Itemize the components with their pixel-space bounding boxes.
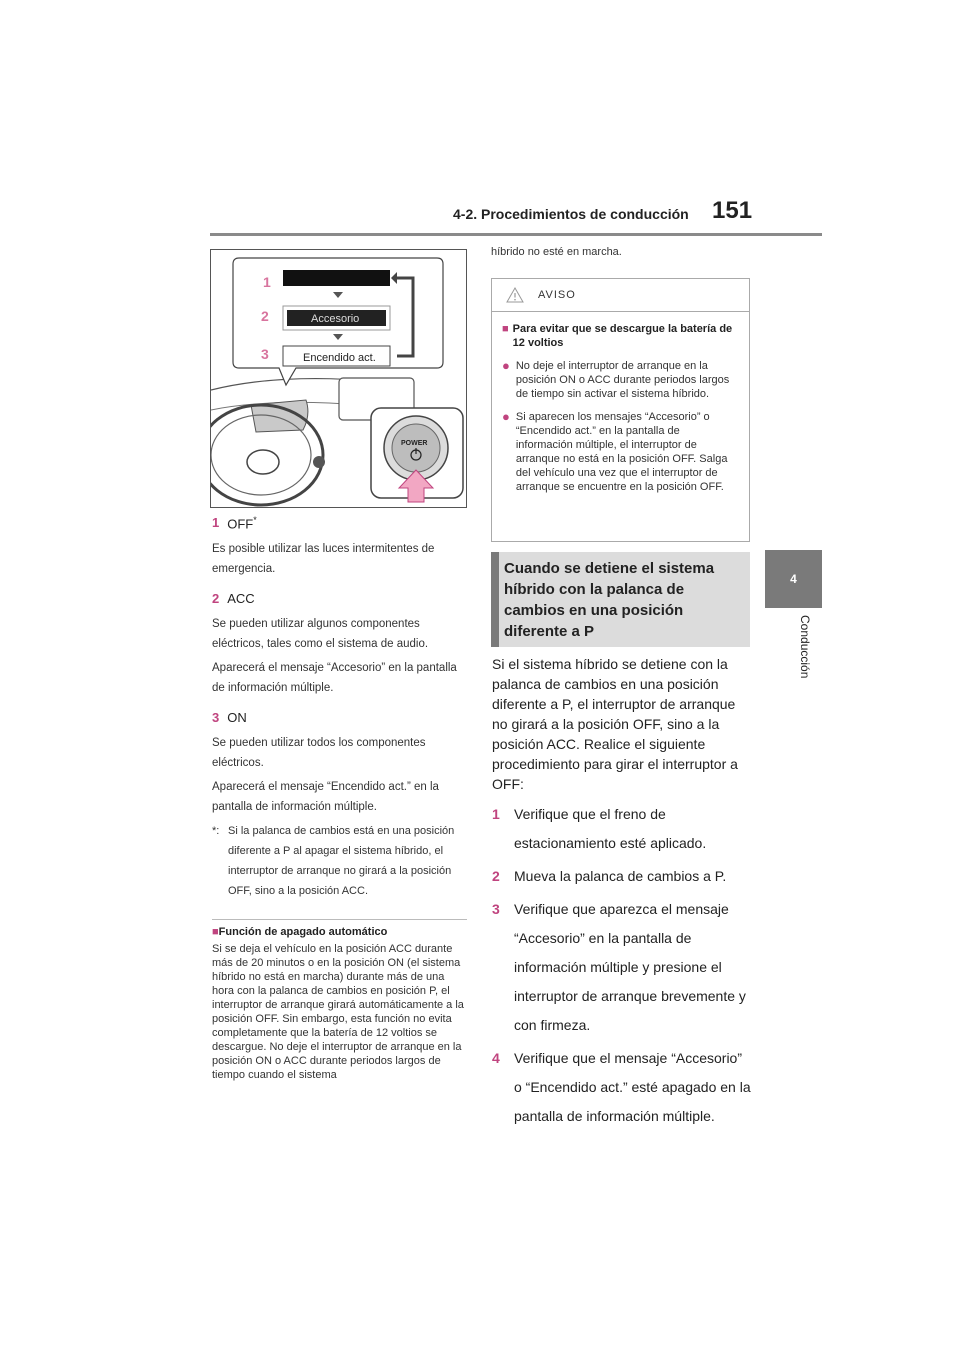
- step-number: 4: [492, 1050, 500, 1066]
- item-label-text: OFF: [227, 516, 254, 532]
- left-column: [212, 513, 467, 1082]
- callout-1: 1: [263, 274, 271, 290]
- notice-item-text: Si aparecen los mensajes “Accesorio” o “Encendido act.” en la pantalla de información múltiple, el interruptor de arranque no está en la posición OFF. Salga del vehículo una vez que el interruptor de arranque se encuentre en la posición OFF.: [515, 411, 728, 493]
- footnote-marker: *:: [212, 825, 220, 838]
- item-number: 1: [212, 515, 220, 530]
- notice-label: AVISO: [538, 289, 576, 301]
- item-off: [212, 515, 467, 531]
- step-text: Verifique que el freno de estacionamiento esté aplicado.: [514, 806, 707, 851]
- continued-text: híbrido no esté en marcha.: [491, 246, 622, 258]
- notice-item: [502, 359, 739, 401]
- display-on-text: Encendido act.: [303, 352, 376, 364]
- footnote-text: Si la palanca de cambios está en una posición diferente a P al apagar el sistema híbrido, el interruptor de arranque no girará a la posición OFF, sino a la posición ACC.: [228, 825, 455, 898]
- step-number: 3: [492, 901, 500, 917]
- auto-off-body: Si se deja el vehículo en la posición ACC durante más de 20 minutos o en la posición ON (el sistema híbrido no está en marcha) durante más de una hora con la palanca de cambios en posición P, el interruptor de arranque girará automáticamente a la posición OFF. Sin embargo, esta función no evita completamente que la batería de 12 voltios se descargue. No deje el interruptor de arranque en la posición ON o ACC durante periodos largos de tiempo cuando el sistema: [212, 943, 464, 1082]
- switch-location-dot: [313, 456, 325, 468]
- notice-box: [491, 278, 750, 542]
- item-on: [212, 710, 467, 725]
- item-number: 2: [212, 591, 220, 607]
- power-switch-figure: [210, 249, 467, 508]
- warning-triangle-icon: [506, 287, 524, 303]
- square-bullet-icon: ■: [502, 323, 509, 335]
- item-label: [227, 515, 257, 531]
- footnote: [212, 821, 467, 901]
- power-button-label: POWER: [401, 440, 428, 447]
- footnote-mark: *: [253, 515, 257, 525]
- display-acc-text: Accesorio: [311, 313, 360, 325]
- step-text: Verifique que el mensaje “Accesorio” o “Encendido act.” esté apagado en la pantalla de información múltiple.: [514, 1050, 751, 1124]
- steering-hub: [247, 450, 279, 474]
- section-title: Cuando se detiene el sistema híbrido con la palanca de cambios en una posición diferente a P: [504, 560, 715, 640]
- procedure-step: [492, 800, 752, 858]
- procedure-step: [492, 895, 752, 1040]
- chapter-label: Conducción: [798, 615, 812, 679]
- procedure-step: [492, 1044, 752, 1131]
- display-off: [283, 270, 390, 286]
- notice-header: [492, 279, 749, 312]
- section-heading-box: [491, 552, 750, 647]
- right-column-body: [492, 654, 752, 1131]
- step-number: 2: [492, 868, 500, 884]
- section-header: 4-2. Procedimientos de conducción: [453, 206, 689, 222]
- page-number: 151: [712, 197, 753, 224]
- procedure-intro: Si el sistema híbrido se detiene con la palanca de cambios en una posición diferente a P, el interruptor de arranque no girará a la posición OFF, sino a la posición ACC. Realice el siguiente procedimiento para girar el interruptor a OFF:: [492, 656, 738, 792]
- item-description: Se pueden utilizar todos los componentes eléctricos.: [212, 737, 426, 770]
- callout-2: 2: [261, 308, 269, 324]
- header-rule: [210, 233, 822, 236]
- item-label: ON: [227, 710, 247, 726]
- notice-title: [502, 322, 739, 350]
- notice-title-text: Para evitar que se descargue la batería de 12 voltios: [512, 323, 733, 349]
- item-number: 3: [212, 710, 220, 726]
- step-number: 1: [492, 806, 500, 822]
- item-acc: [212, 591, 467, 606]
- chapter-tab[interactable]: 4: [765, 550, 822, 608]
- item-description: Es posible utilizar las luces intermitentes de emergencia.: [212, 543, 435, 576]
- subsection-rule: [212, 919, 467, 920]
- step-text: Mueva la palanca de cambios a P.: [514, 868, 727, 884]
- procedure-step: [492, 862, 752, 891]
- right-column-top: [491, 240, 750, 258]
- item-description: Aparecerá el mensaje “Encendido act.” en la pantalla de información múltiple.: [212, 781, 439, 814]
- step-text: Verifique que aparezca el mensaje “Accesorio” en la pantalla de información múltiple y presione el interruptor de arranque brevemente y con firmeza.: [514, 901, 746, 1033]
- section-accent-bar: [491, 552, 499, 647]
- square-bullet-icon: ■: [212, 926, 219, 939]
- dashboard-illustration: [211, 250, 467, 508]
- notice-item: [502, 410, 739, 494]
- auto-off-title-text: Función de apagado automático: [218, 926, 388, 939]
- notice-item-text: No deje el interruptor de arranque en la posición ON o ACC durante periodos largos de tiempo sin activar el sistema híbrido.: [515, 360, 730, 400]
- auto-off-title: [212, 926, 467, 938]
- item-description: Se pueden utilizar algunos componentes eléctricos, tales como el sistema de audio.: [212, 618, 429, 651]
- callout-3: 3: [261, 346, 269, 362]
- item-label: ACC: [227, 591, 255, 607]
- bullet-icon: ●: [502, 409, 510, 424]
- item-description: Aparecerá el mensaje “Accesorio” en la pantalla de información múltiple.: [212, 662, 457, 695]
- bullet-icon: ●: [502, 358, 510, 373]
